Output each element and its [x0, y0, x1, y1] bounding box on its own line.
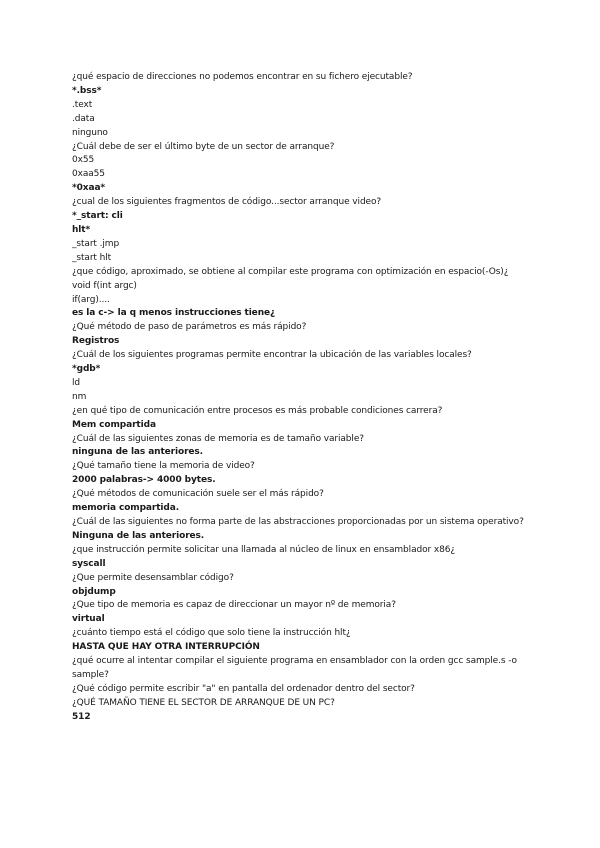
- answer-line: ninguna de las anteriores.: [72, 447, 204, 458]
- answer-line: 2000 palabras-> 4000 bytes.: [72, 475, 216, 486]
- question-line: ¿Cuál de las siguientes zonas de memoria es de tamaño variable?: [72, 433, 364, 444]
- question-line: ¿Que tipo de memoria es capaz de direccionar un mayor nº de memoria?: [72, 600, 396, 611]
- question-line: ld: [72, 377, 81, 388]
- question-line: ¿Qué métodos de comunicación suele ser el más rápido?: [72, 489, 324, 500]
- document-page: [72, 71, 532, 725]
- question-line: ¿QUÉ TAMAÑO TIENE EL SECTOR DE ARRANQUE DE UN PC?: [72, 697, 335, 708]
- question-line: _start hlt: [72, 252, 112, 263]
- answer-line: hlt*: [72, 224, 91, 235]
- question-line: ¿cuánto tiempo está el código que solo tiene la instrucción hlt¿: [72, 628, 351, 639]
- answer-line: *0xaa*: [72, 183, 106, 194]
- question-line: .text: [72, 99, 93, 110]
- question-line: sample?: [72, 669, 109, 680]
- question-line: nm: [72, 391, 87, 402]
- question-line: void f(int argc): [72, 280, 137, 291]
- question-line: ¿qué espacio de direcciones no podemos encontrar en su fichero ejecutable?: [72, 72, 413, 82]
- question-line: ¿Cuál de los siguientes programas permite encontrar la ubicación de las variables locales?: [72, 350, 472, 361]
- answer-line: Registros: [72, 336, 120, 347]
- question-line: ¿Qué tamaño tiene la memoria de video?: [72, 461, 255, 472]
- answer-line: objdump: [72, 586, 116, 597]
- answer-line: Ninguna de las anteriores.: [72, 530, 205, 541]
- question-line: ¿que instrucción permite solicitar una llamada al núcleo de linux en ensamblador x86¿: [72, 544, 456, 555]
- answer-line: *.bss*: [72, 85, 102, 96]
- question-line: ¿Qué método de paso de parámetros es más rápido?: [72, 322, 307, 333]
- question-line: if(arg)....: [72, 294, 110, 305]
- question-line: ¿cual de los siguientes fragmentos de código...sector arranque video?: [72, 197, 382, 208]
- answer-line: syscall: [72, 558, 106, 569]
- question-line: ¿en qué tipo de comunicación entre procesos es más probable condiciones carrera?: [72, 405, 443, 416]
- question-line: ninguno: [72, 127, 108, 138]
- question-line: ¿Que permite desensamblar código?: [72, 572, 234, 583]
- question-line: ¿Qué código permite escribir "a" en pantalla del ordenador dentro del sector?: [72, 683, 415, 694]
- answer-line: *gdb*: [72, 364, 101, 375]
- question-line: _start .jmp: [72, 238, 120, 249]
- question-line: 0x55: [72, 155, 95, 166]
- answer-line: Mem compartida: [72, 419, 156, 430]
- question-line: ¿Cuál de las siguientes no forma parte de las abstracciones proporcionadas por un sistema operativo?: [72, 517, 524, 527]
- question-line: ¿que código, aproximado, se obtiene al compilar este programa con optimización en espacio(-Os)¿: [72, 266, 509, 277]
- answer-line: *_start: cli: [72, 211, 123, 222]
- answer-line: es la c-> la q menos instrucciones tiene¿: [72, 308, 276, 319]
- question-line: 0xaa55: [72, 169, 105, 180]
- answer-line: HASTA QUE HAY OTRA INTERRUPCIÓN: [72, 642, 260, 653]
- answer-line: memoria compartida.: [72, 503, 180, 514]
- question-line: ¿qué ocurre al intentar compilar el siguiente programa en ensamblador con la orden gcc sample.s -o: [72, 656, 517, 667]
- question-line: .data: [72, 113, 95, 124]
- question-line: ¿Cuál debe de ser el último byte de un sector de arranque?: [72, 141, 335, 152]
- answer-line: 512: [72, 711, 91, 722]
- answer-line: virtual: [72, 614, 105, 625]
